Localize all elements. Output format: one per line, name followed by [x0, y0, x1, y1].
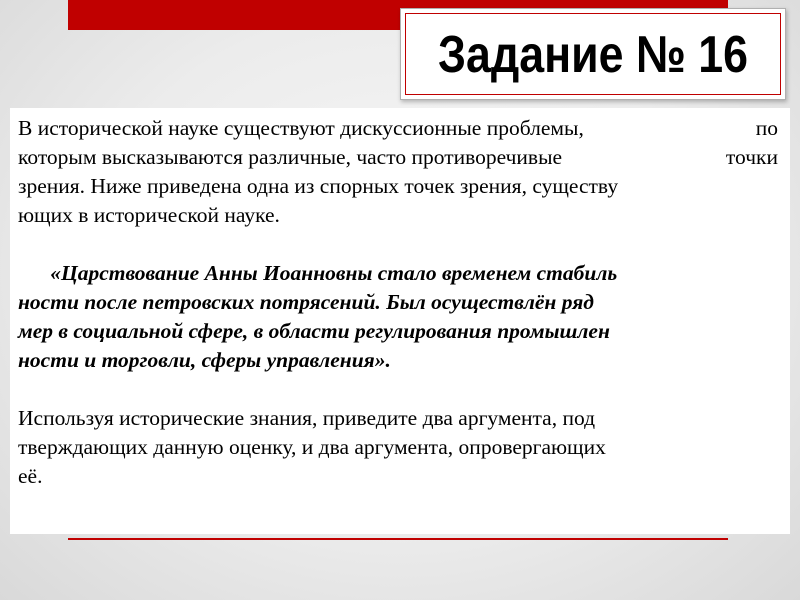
intro-line-2-left: которым высказываются различные, часто противоречивые — [18, 145, 563, 169]
task-line-1: Используя исторические знания, приведите два аргумента, под — [18, 406, 596, 430]
quote-line-1: «Царствование Анны Иоанновны стало временем стабиль — [18, 261, 618, 285]
intro-line-3: зрения. Ниже приведена одна из спорных точек зрения, существу — [18, 174, 619, 198]
intro-line-2 — [18, 143, 778, 172]
paragraph-gap — [18, 230, 778, 259]
paragraph-gap — [18, 375, 778, 404]
quote-line-3: мер в социальной сфере, в области регулирования промышлен — [18, 319, 610, 343]
task-line-3: её. — [18, 464, 43, 488]
slide-title: Задание № 16 — [438, 26, 748, 84]
intro-line-1-left: В исторической науке существуют дискуссионные проблемы, — [18, 116, 584, 140]
intro-line-1 — [18, 114, 778, 143]
text-body — [18, 114, 778, 491]
title-box — [400, 8, 786, 100]
quote-line-4: ности и торговли, сферы управления». — [18, 348, 391, 372]
content-panel — [10, 108, 790, 534]
intro-line-4: ющих в исторической науке. — [18, 203, 280, 227]
intro-line-2-right: точки — [725, 145, 778, 169]
quote-line-2: ности после петровских потрясений. Был осуществлён ряд — [18, 290, 594, 314]
intro-line-1-right: по — [755, 116, 778, 140]
bottom-accent-line — [68, 538, 728, 540]
task-line-2: тверждающих данную оценку, и два аргумента, опровергающих — [18, 435, 606, 459]
